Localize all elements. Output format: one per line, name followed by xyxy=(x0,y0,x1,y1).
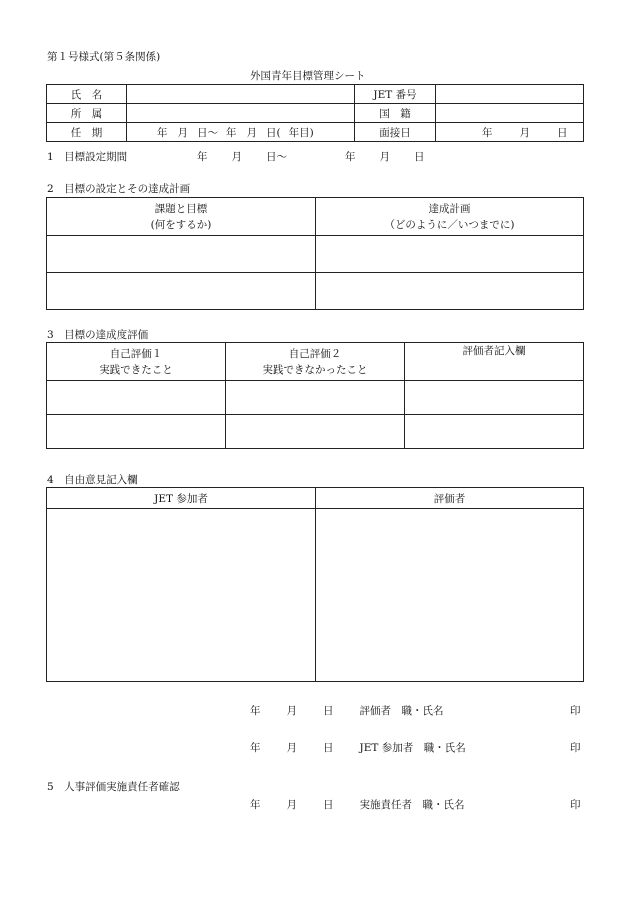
nationality-label: 国 籍 xyxy=(355,104,436,123)
sig3-seal: 印 xyxy=(570,799,581,811)
self-eval-1-sub: 実践できたこと xyxy=(99,363,173,376)
jet-participant-header: JET 参加者 xyxy=(47,488,316,509)
goals-header-cell xyxy=(47,198,316,236)
evaluator-input-2[interactable] xyxy=(405,415,584,449)
interview-field[interactable] xyxy=(436,123,584,142)
plan-header-sub: （どのように／いつまでに) xyxy=(384,218,515,231)
term-month-2: 月 xyxy=(246,126,257,139)
opinion-table xyxy=(46,487,584,682)
sig1-day: 日 xyxy=(323,705,334,717)
responsible-signature-line xyxy=(250,797,465,812)
evaluator-opinion-header: 評価者 xyxy=(316,488,584,509)
sig2-role: JET 参加者 職・氏名 xyxy=(359,742,466,754)
self-eval-2-input-2[interactable] xyxy=(226,415,405,449)
section4-heading: 4 自由意見記入欄 xyxy=(47,474,138,486)
term-field[interactable] xyxy=(127,123,355,142)
period-year-2: 年 xyxy=(345,151,356,163)
self-eval-1-input-1[interactable] xyxy=(47,381,226,415)
period-year-1: 年 xyxy=(197,151,208,163)
period-month-2: 月 xyxy=(379,151,390,163)
period-day-1: 日〜 xyxy=(266,151,287,163)
term-year-2: 年 xyxy=(226,126,237,139)
section3-heading: 3 目標の達成度評価 xyxy=(47,329,149,341)
sig1-month: 月 xyxy=(286,705,297,717)
term-year-1: 年 xyxy=(157,126,168,139)
evaluator-signature-line xyxy=(250,703,444,718)
nationality-field[interactable] xyxy=(436,104,584,123)
evaluator-header-title: 評価者記入欄 xyxy=(462,345,526,357)
term-label: 任 期 xyxy=(47,123,127,142)
self-eval-2-header xyxy=(226,343,405,381)
self-eval-2-title: 自己評価２ xyxy=(288,347,342,360)
plan-input-2[interactable] xyxy=(316,273,584,310)
plan-header-cell xyxy=(316,198,584,236)
goals-table xyxy=(46,197,584,310)
page-title: 外国青年目標管理シート xyxy=(250,70,366,82)
sig3-year: 年 xyxy=(250,799,261,811)
section1-dates xyxy=(197,149,425,164)
period-day-2: 日 xyxy=(414,151,425,163)
section5-heading: 5 人事評価実施責任者確認 xyxy=(47,781,180,793)
sig3-role: 実施責任者 職・氏名 xyxy=(359,799,465,811)
jet-number-field[interactable] xyxy=(436,85,584,104)
term-years: 年目) xyxy=(288,126,314,139)
plan-header-title: 達成計画 xyxy=(428,202,471,215)
goals-header-title: 課題と目標 xyxy=(154,202,208,215)
sig1-year: 年 xyxy=(250,705,261,717)
self-eval-1-header xyxy=(47,343,226,381)
term-day-2: 日( xyxy=(266,126,281,139)
sig2-month: 月 xyxy=(286,742,297,754)
name-label: 氏 名 xyxy=(47,85,127,104)
section2-heading: 2 目標の設定とその達成計画 xyxy=(47,183,191,195)
self-eval-2-sub: 実践できなかったこと xyxy=(262,363,368,376)
interview-label: 面接日 xyxy=(355,123,436,142)
sig1-role: 評価者 職・氏名 xyxy=(359,705,444,717)
interview-month: 月 xyxy=(519,126,530,139)
goals-header-sub: (何をするか) xyxy=(150,218,212,231)
jet-number-label: JET 番号 xyxy=(355,85,436,104)
term-month-1: 月 xyxy=(177,126,188,139)
sig2-seal: 印 xyxy=(570,742,581,754)
period-month-1: 月 xyxy=(231,151,242,163)
jet-signature-line xyxy=(250,740,466,755)
interview-day: 日 xyxy=(557,126,568,139)
self-eval-1-title: 自己評価１ xyxy=(109,347,163,360)
jet-participant-opinion-input[interactable] xyxy=(47,509,316,682)
goal-input-1[interactable] xyxy=(47,236,316,273)
evaluator-opinion-input[interactable] xyxy=(316,509,584,682)
goal-input-2[interactable] xyxy=(47,273,316,310)
affiliation-label: 所 属 xyxy=(47,104,127,123)
form-number: 第１号様式(第５条関係) xyxy=(47,51,161,63)
name-field[interactable] xyxy=(127,85,355,104)
info-table xyxy=(46,84,584,142)
self-eval-2-input-1[interactable] xyxy=(226,381,405,415)
self-eval-1-input-2[interactable] xyxy=(47,415,226,449)
interview-year: 年 xyxy=(482,126,493,139)
section1-heading: 1 目標設定期間 xyxy=(47,151,128,163)
sig3-day: 日 xyxy=(323,799,334,811)
sig2-day: 日 xyxy=(323,742,334,754)
evaluator-header xyxy=(405,343,584,381)
sig2-year: 年 xyxy=(250,742,261,754)
plan-input-1[interactable] xyxy=(316,236,584,273)
affiliation-field[interactable] xyxy=(127,104,355,123)
evaluator-input-1[interactable] xyxy=(405,381,584,415)
term-day-1: 日〜 xyxy=(197,126,218,139)
sig3-month: 月 xyxy=(286,799,297,811)
sig1-seal: 印 xyxy=(570,705,581,717)
evaluation-table xyxy=(46,342,584,449)
